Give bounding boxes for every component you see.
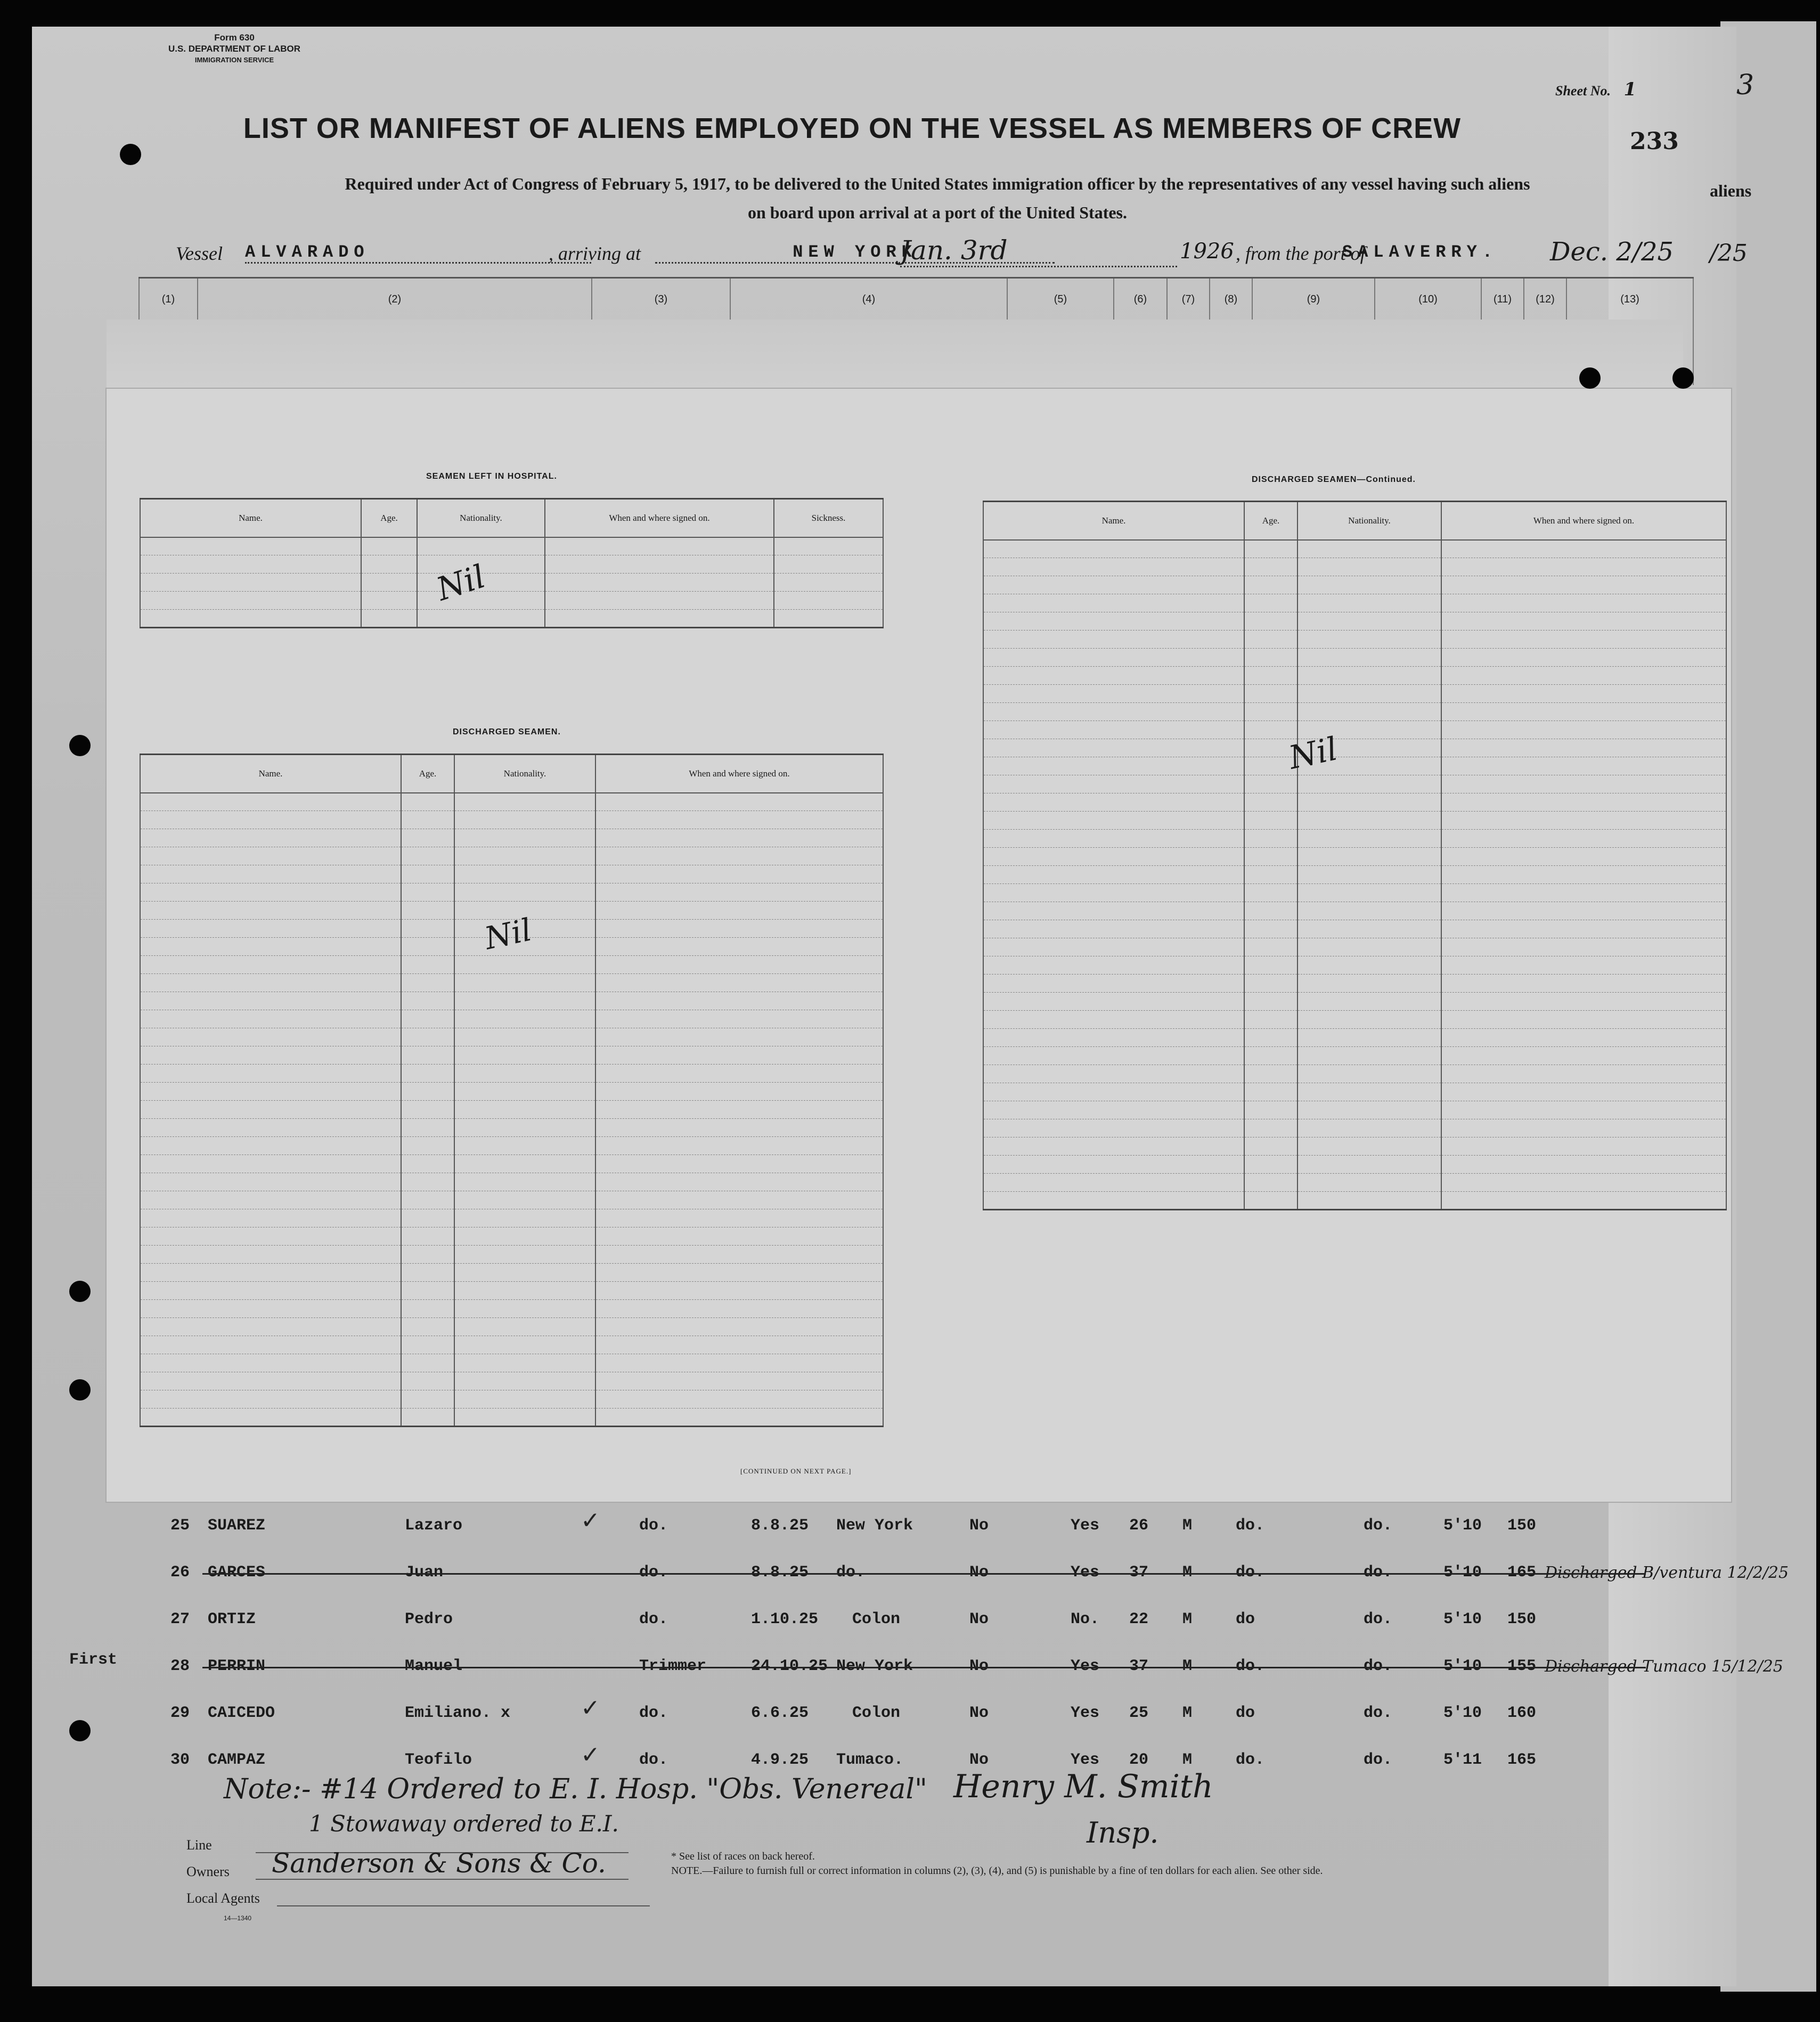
side-date: /25 <box>1710 240 1748 267</box>
table-row <box>140 1409 883 1427</box>
table-row <box>140 1246 883 1264</box>
footnote-penalty: NOTE.—Failure to furnish full or correct information in columns (2), (3), (4), and (5) is punishable by a fine of ten dollars for each alien. See other side. <box>671 1865 1323 1877</box>
agents-label: Local Agents <box>186 1890 260 1906</box>
table-row <box>983 1029 1726 1047</box>
column-13: (13) <box>1566 279 1694 385</box>
col-age: Age. <box>401 755 454 793</box>
subtitle-line-1: Required under Act of Congress of February 5, 1917, to be delivered to the United States immigration officer by the representatives of any vessel having such aliens <box>345 174 1530 193</box>
crew-col5: No <box>969 1704 989 1722</box>
crew-sex: M <box>1182 1751 1193 1769</box>
from-port: SALAVERRY. <box>1342 242 1498 262</box>
table-row <box>983 685 1726 703</box>
discharged-table <box>140 754 884 1427</box>
table-row <box>983 667 1726 685</box>
crew-height: 5'11 <box>1443 1751 1482 1769</box>
check-mark-icon: ✓ <box>581 1507 600 1534</box>
table-row <box>140 1209 883 1227</box>
crew-race: do. <box>1236 1657 1265 1675</box>
crew-height: 5'10 <box>1443 1610 1482 1628</box>
crew-sex: M <box>1182 1657 1193 1675</box>
column-7: (7) <box>1166 279 1209 385</box>
table-row <box>983 1192 1726 1210</box>
table-row <box>140 1173 883 1191</box>
arriving-label: , arriving at <box>549 243 641 264</box>
crew-row <box>138 1502 1694 1549</box>
crew-date: 8.8.25 <box>751 1563 809 1582</box>
discharged-continued-title: DISCHARGED SEAMEN—Continued. <box>1252 475 1416 484</box>
crew-nationality: do. <box>1364 1704 1393 1722</box>
table-row <box>983 884 1726 902</box>
column-4: (4) <box>730 279 1007 385</box>
crew-surname: PERRIN <box>208 1657 266 1675</box>
table-row <box>983 1156 1726 1174</box>
crew-where: do. <box>836 1563 866 1582</box>
crew-where: Colon <box>852 1704 901 1722</box>
crew-surname: CAICEDO <box>208 1704 275 1722</box>
column-11: (11) <box>1481 279 1523 385</box>
table-row <box>140 1300 883 1318</box>
department-name: U.S. DEPARTMENT OF LABOR <box>168 44 301 54</box>
crew-col5: No <box>969 1517 989 1535</box>
subtitle-line-2: on board upon arrival at a port of the United States. <box>747 203 1127 222</box>
table-row <box>140 1372 883 1390</box>
crew-col5: No <box>969 1751 989 1769</box>
table-row <box>140 1264 883 1282</box>
arrival-date: Jan. 3rd <box>900 235 1177 267</box>
table-row <box>140 956 883 974</box>
crew-no: 28 <box>170 1657 190 1675</box>
table-row <box>983 558 1726 576</box>
column-9: (9) <box>1252 279 1374 385</box>
table-row <box>983 1119 1726 1137</box>
crew-position: do. <box>639 1563 668 1582</box>
arriving-port: NEW YORK <box>655 242 1055 264</box>
crew-col5: No <box>969 1657 989 1675</box>
table-row <box>140 865 883 883</box>
inspector-signature: Henry M. Smith <box>953 1768 1213 1805</box>
crew-age: 22 <box>1129 1610 1149 1628</box>
service-name: IMMIGRATION SERVICE <box>194 56 274 64</box>
table-row <box>140 537 883 555</box>
crew-date: 4.9.25 <box>751 1751 809 1769</box>
crew-no: 30 <box>170 1751 190 1769</box>
crew-list <box>138 1502 1789 1783</box>
crew-given: Manuel <box>405 1657 463 1675</box>
table-row <box>140 883 883 902</box>
column-6: (6) <box>1113 279 1166 385</box>
table-row <box>140 1336 883 1354</box>
crew-weight: 165 <box>1507 1751 1537 1769</box>
crew-given: Juan <box>405 1563 444 1582</box>
col-name: Name. <box>140 755 401 793</box>
crew-sex: M <box>1182 1563 1193 1582</box>
table-row <box>140 1390 883 1409</box>
discharged-nil-mark: Nil <box>481 911 535 957</box>
table-row <box>140 610 883 628</box>
col-age: Age. <box>1244 502 1297 540</box>
crew-col6: Yes <box>1071 1517 1100 1535</box>
table-row <box>983 1137 1726 1156</box>
crew-where: New York <box>836 1657 913 1675</box>
crew-age: 37 <box>1129 1563 1149 1582</box>
table-row <box>140 592 883 610</box>
crew-date: 1.10.25 <box>751 1610 819 1628</box>
col-name: Name. <box>140 499 361 537</box>
hospital-nil-mark: Nil <box>432 558 490 609</box>
right-nil-mark: Nil <box>1285 730 1341 777</box>
crew-given: Pedro <box>405 1610 453 1628</box>
crew-date: 6.6.25 <box>751 1704 809 1722</box>
crew-no: 27 <box>170 1610 190 1628</box>
table-row <box>983 1065 1726 1083</box>
punch-hole <box>1579 367 1601 389</box>
table-row <box>983 812 1726 830</box>
crew-row <box>138 1689 1694 1736</box>
agents-handwritten: Sanderson & Sons & Co. <box>272 1848 606 1879</box>
crew-note: Discharged B/ventura 12/2/25 <box>1545 1563 1789 1582</box>
owners-label: Owners <box>186 1864 230 1879</box>
check-mark-icon: ✓ <box>581 1694 600 1722</box>
crew-position: do. <box>639 1610 668 1628</box>
continued-note: [CONTINUED ON NEXT PAGE.] <box>740 1467 852 1475</box>
crew-row <box>138 1595 1694 1642</box>
owners-underline <box>256 1879 629 1880</box>
col-nationality: Nationality. <box>1297 502 1441 540</box>
crew-col5: No <box>969 1610 989 1628</box>
crew-nationality: do. <box>1364 1657 1393 1675</box>
table-row <box>983 1011 1726 1029</box>
table-row <box>140 1137 883 1155</box>
crew-nationality: do. <box>1364 1517 1393 1535</box>
column-12: (12) <box>1523 279 1566 385</box>
table-row <box>140 793 883 811</box>
document-subtitle <box>192 169 1683 227</box>
crew-col6: Yes <box>1071 1657 1100 1675</box>
table-row <box>983 866 1726 884</box>
crew-col6: Yes <box>1071 1751 1100 1769</box>
line-label: Line <box>186 1837 212 1853</box>
crew-no: 25 <box>170 1517 190 1535</box>
sheet-number-label: Sheet No. <box>1555 83 1611 99</box>
crew-position: do. <box>639 1517 668 1535</box>
crew-col5: No <box>969 1563 989 1582</box>
table-row <box>983 721 1726 739</box>
crew-height: 5'10 <box>1443 1657 1482 1675</box>
crew-sex: M <box>1182 1704 1193 1722</box>
crew-height: 5'10 <box>1443 1517 1482 1535</box>
crew-where: New York <box>836 1517 913 1535</box>
col-signed-on: When and where signed on. <box>1441 502 1726 540</box>
inspector-title: Insp. <box>1087 1816 1159 1849</box>
column-10: (10) <box>1374 279 1481 385</box>
col-nationality: Nationality. <box>417 499 545 537</box>
crew-race: do <box>1236 1610 1255 1628</box>
vessel-line <box>176 235 1710 274</box>
crew-col6: Yes <box>1071 1704 1100 1722</box>
table-row <box>140 1010 883 1028</box>
table-row <box>983 739 1726 757</box>
form-header-block <box>144 32 325 66</box>
vessel-name: ALVARADO <box>245 242 591 264</box>
table-row <box>983 775 1726 793</box>
document-title: LIST OR MANIFEST OF ALIENS EMPLOYED ON THE VESSEL AS MEMBERS OF CREW <box>243 112 1462 144</box>
punch-hole <box>69 1281 91 1302</box>
table-row <box>983 612 1726 631</box>
crew-surname: GARCES <box>208 1563 266 1582</box>
table-row <box>140 574 883 592</box>
crew-weight: 165 <box>1507 1563 1537 1582</box>
crew-no: 29 <box>170 1704 190 1722</box>
column-2: (2) <box>197 279 591 385</box>
table-row <box>140 555 883 574</box>
col-nationality: Nationality. <box>454 755 595 793</box>
crew-where: Tumaco. <box>836 1751 904 1769</box>
table-row <box>983 1083 1726 1101</box>
crew-given: Teofilo <box>405 1751 472 1769</box>
hospital-section-title: SEAMEN LEFT IN HOSPITAL. <box>426 472 557 481</box>
table-row <box>140 811 883 829</box>
column-3: (3) <box>591 279 730 385</box>
crew-age: 26 <box>1129 1517 1149 1535</box>
punch-hole <box>69 735 91 756</box>
crew-given: Emiliano. x <box>405 1704 511 1722</box>
table-row <box>983 1174 1726 1192</box>
crew-position: do. <box>639 1704 668 1722</box>
table-row <box>140 1354 883 1372</box>
table-row <box>140 1155 883 1173</box>
crew-race: do. <box>1236 1517 1265 1535</box>
table-row <box>983 649 1726 667</box>
handwritten-note-stowaway: 1 Stowaway ordered to E.I. <box>309 1811 619 1837</box>
crew-weight: 155 <box>1507 1657 1537 1675</box>
col-age: Age. <box>361 499 417 537</box>
crew-height: 5'10 <box>1443 1704 1482 1722</box>
discharged-continued-table <box>983 501 1727 1210</box>
table-row <box>983 920 1726 938</box>
crew-note: Discharged Tumaco 15/12/25 <box>1545 1657 1783 1676</box>
crew-col6: No. <box>1071 1610 1100 1628</box>
table-row <box>983 594 1726 612</box>
sheet-number <box>1555 79 1636 100</box>
table-row <box>140 974 883 992</box>
crew-given: Lazaro <box>405 1517 463 1535</box>
crew-surname: CAMPAZ <box>208 1751 266 1769</box>
crew-row <box>138 1642 1783 1689</box>
table-row <box>140 829 883 847</box>
sheet-number-value: 1 <box>1623 79 1637 100</box>
table-row <box>140 1065 883 1083</box>
table-row <box>140 1191 883 1209</box>
table-row <box>983 757 1726 775</box>
table-row <box>983 902 1726 920</box>
form-code: 14—1340 <box>224 1914 252 1922</box>
form-number: Form 630 <box>214 32 255 43</box>
hospital-table <box>140 498 884 628</box>
crew-where: Colon <box>852 1610 901 1628</box>
table-row <box>983 793 1726 812</box>
table-row <box>140 1028 883 1046</box>
table-row <box>140 1119 883 1137</box>
crew-race: do. <box>1236 1751 1265 1769</box>
agents-underline <box>277 1905 650 1906</box>
footnote-races: * See list of races on back hereof. <box>671 1851 815 1862</box>
class-label: First <box>69 1651 118 1669</box>
column-5: (5) <box>1007 279 1113 385</box>
crew-position: Trimmer <box>639 1657 707 1675</box>
table-row <box>983 956 1726 975</box>
crew-age: 37 <box>1129 1657 1149 1675</box>
table-row <box>983 703 1726 721</box>
table-row <box>983 848 1726 866</box>
punch-hole <box>120 144 141 165</box>
crew-col6: Yes <box>1071 1563 1100 1582</box>
crew-age: 25 <box>1129 1704 1149 1722</box>
hospital-header-row <box>140 499 883 537</box>
check-mark-icon: ✓ <box>581 1741 600 1769</box>
table-row <box>983 993 1726 1011</box>
column-1: (1) <box>138 279 197 385</box>
table-row <box>983 576 1726 594</box>
vessel-label: Vessel <box>176 243 223 264</box>
from-label: , from the port of <box>1236 243 1366 264</box>
crew-age: 20 <box>1129 1751 1149 1769</box>
col-sickness: Sickness. <box>774 499 883 537</box>
crew-weight: 150 <box>1507 1517 1537 1535</box>
table-row <box>140 1046 883 1065</box>
side-text: aliens <box>1710 181 1752 200</box>
discharged-continued-header-row <box>983 502 1726 540</box>
table-row <box>983 540 1726 558</box>
punch-hole <box>69 1379 91 1401</box>
crew-row <box>138 1549 1789 1595</box>
crew-race: do. <box>1236 1563 1265 1582</box>
crew-sex: M <box>1182 1610 1193 1628</box>
crew-weight: 150 <box>1507 1610 1537 1628</box>
discharged-header-row <box>140 755 883 793</box>
crew-nationality: do. <box>1364 1563 1393 1582</box>
discharged-section-title: DISCHARGED SEAMEN. <box>453 727 561 736</box>
col-signed-on: When and where signed on. <box>595 755 883 793</box>
table-row <box>983 1101 1726 1119</box>
table-row <box>140 1318 883 1336</box>
crew-surname: SUAREZ <box>208 1517 266 1535</box>
col-signed-on: When and where signed on. <box>545 499 774 537</box>
stamp-number: 233 <box>1630 128 1679 155</box>
corner-number: 3 <box>1736 69 1754 101</box>
crew-sex: M <box>1182 1517 1193 1535</box>
table-row <box>983 830 1726 848</box>
crew-date: 24.10.25 <box>751 1657 828 1675</box>
punch-hole <box>69 1720 91 1741</box>
table-row <box>140 1282 883 1300</box>
col-name: Name. <box>983 502 1244 540</box>
crew-date: 8.8.25 <box>751 1517 809 1535</box>
table-row <box>983 1047 1726 1065</box>
table-row <box>983 938 1726 956</box>
crew-no: 26 <box>170 1563 190 1582</box>
handwritten-note: Note:- #14 Ordered to E. I. Hosp. "Obs. Venereal" <box>224 1773 927 1805</box>
departure-date: Dec. 2/25 <box>1550 237 1674 267</box>
table-row <box>140 1227 883 1246</box>
crew-nationality: do. <box>1364 1751 1393 1769</box>
column-8: (8) <box>1209 279 1252 385</box>
crew-nationality: do. <box>1364 1610 1393 1628</box>
crew-height: 5'10 <box>1443 1563 1482 1582</box>
table-row <box>140 1083 883 1101</box>
punch-hole <box>1672 367 1694 389</box>
crew-weight: 160 <box>1507 1704 1537 1722</box>
table-row <box>140 992 883 1010</box>
table-row <box>983 975 1726 993</box>
table-row <box>983 631 1726 649</box>
arrival-year: 1926 <box>1180 239 1234 264</box>
crew-surname: ORTIZ <box>208 1610 256 1628</box>
crew-position: do. <box>639 1751 668 1769</box>
crew-race: do <box>1236 1704 1255 1722</box>
table-row <box>140 847 883 865</box>
table-row <box>140 1101 883 1119</box>
